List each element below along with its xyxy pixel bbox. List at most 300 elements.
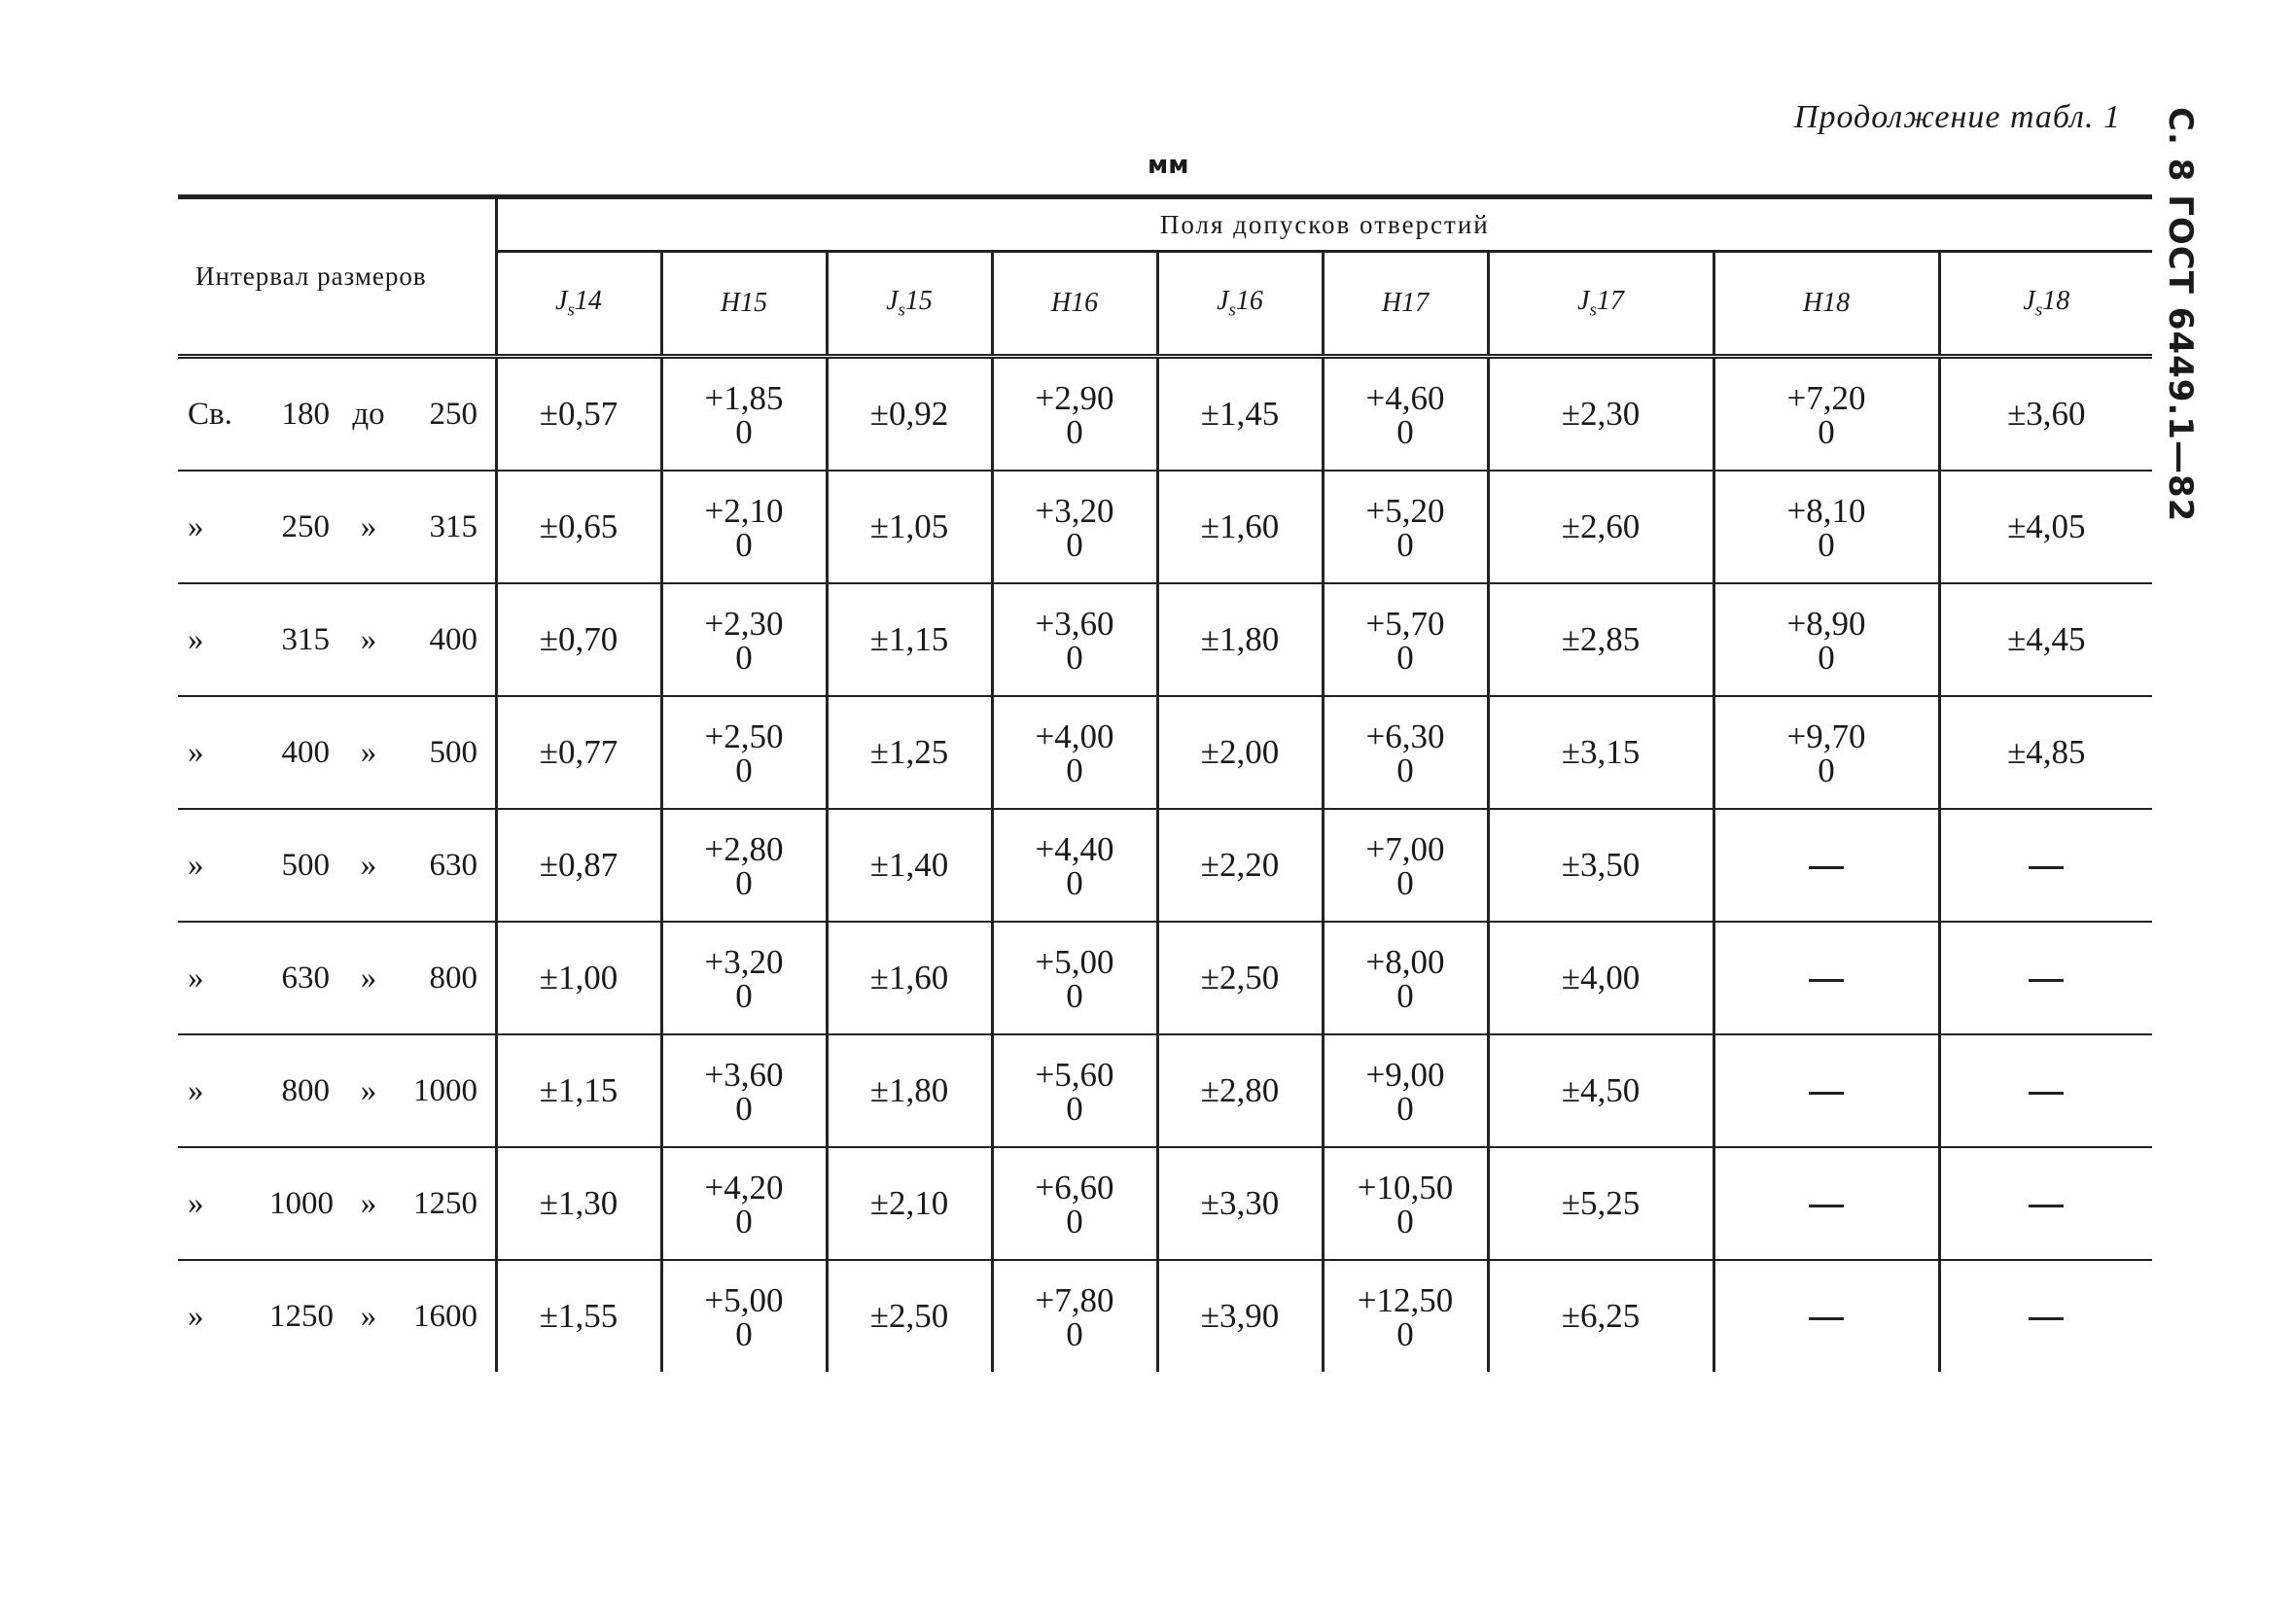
tolerance-cell (1939, 1260, 2152, 1372)
upper-deviation: +6,30 (1365, 717, 1445, 755)
symmetric-deviation: ±0,92 (869, 395, 949, 433)
lower-deviation: 0 (735, 864, 753, 902)
upper-deviation: +5,00 (1035, 943, 1114, 981)
tolerance-cell (827, 471, 992, 583)
symmetric-deviation: ±1,25 (869, 733, 949, 771)
upper-deviation: +3,20 (704, 943, 784, 981)
symmetric-deviation: ±2,50 (869, 1297, 949, 1335)
table-body (178, 357, 2152, 1373)
upper-deviation: +1,85 (704, 379, 784, 417)
tolerance-cell (1488, 922, 1713, 1034)
interval-prefix: » (188, 1185, 204, 1221)
lower-deviation: 0 (1396, 639, 1414, 677)
column-subscript: s (898, 299, 905, 321)
tolerance-cell (1488, 696, 1713, 809)
tolerance-cell (1713, 357, 1939, 472)
column-header (661, 252, 827, 357)
interval-prefix: » (188, 1072, 204, 1108)
empty-dash (2029, 1317, 2064, 1320)
deviation-stack (705, 1058, 784, 1126)
tolerance-cell (496, 1147, 661, 1260)
tolerance-cell (992, 1260, 1157, 1372)
upper-deviation: +4,00 (1035, 717, 1114, 755)
deviation-stack (1036, 381, 1114, 449)
interval-separator: » (360, 621, 377, 657)
tolerance-cell (496, 696, 661, 809)
tolerance-cell (1488, 809, 1713, 922)
deviation-stack (1366, 1058, 1445, 1126)
tolerance-cell (661, 922, 827, 1034)
lower-deviation: 0 (1066, 1203, 1083, 1241)
tolerance-cell (1713, 922, 1939, 1034)
deviation-stack (1366, 832, 1445, 900)
tolerance-cell (1939, 922, 2152, 1034)
tolerance-cell (496, 1034, 661, 1147)
interval-from: 1000 (269, 1185, 334, 1221)
symmetric-deviation: ±3,60 (2007, 395, 2086, 433)
interval-to: 800 (429, 960, 477, 996)
deviation-stack (705, 1171, 784, 1239)
interval-cell (178, 583, 496, 696)
tolerance-cell (1488, 1147, 1713, 1260)
page-side-label: С. 8 ГОСТ 6449.1—82 (2161, 107, 2200, 523)
column-number: 17 (1401, 288, 1430, 318)
column-number: 14 (574, 285, 602, 316)
symmetric-deviation: ±1,60 (869, 959, 949, 996)
tolerance-cell (827, 1260, 992, 1372)
column-letter: J (555, 285, 568, 316)
tolerance-cell (1488, 583, 1713, 696)
tolerance-cell (1157, 696, 1323, 809)
tolerance-cell (827, 583, 992, 696)
symmetric-deviation: ±1,15 (869, 620, 949, 658)
lower-deviation: 0 (1396, 1315, 1414, 1353)
tolerance-cell (992, 922, 1157, 1034)
deviation-stack (705, 832, 784, 900)
symmetric-deviation: ±2,00 (1200, 733, 1280, 771)
tolerance-cell (661, 1034, 827, 1147)
empty-dash (2029, 866, 2064, 869)
deviation-stack (705, 1283, 784, 1351)
table-row (178, 1260, 2152, 1372)
tolerance-cell (496, 471, 661, 583)
tolerance-cell (496, 583, 661, 696)
lower-deviation: 0 (1396, 752, 1414, 789)
upper-deviation: +12,50 (1357, 1281, 1454, 1319)
table-row (178, 471, 2152, 583)
symmetric-deviation: ±3,15 (1561, 733, 1641, 771)
symmetric-deviation: ±2,85 (1561, 620, 1641, 658)
column-header (1157, 252, 1323, 357)
column-subscript: s (1228, 299, 1236, 321)
interval-prefix: » (188, 621, 204, 657)
interval-from: 800 (281, 1072, 330, 1108)
interval-to: 500 (429, 734, 477, 770)
column-number: 15 (904, 285, 933, 316)
symmetric-deviation: ±5,25 (1561, 1184, 1641, 1222)
interval-separator: » (360, 1298, 377, 1334)
tolerance-cell (661, 583, 827, 696)
deviation-stack (1036, 1283, 1114, 1351)
column-letter: H (1050, 288, 1072, 318)
tolerance-cell (1323, 809, 1488, 922)
lower-deviation: 0 (1818, 752, 1835, 789)
tolerance-cell (496, 357, 661, 472)
tolerance-cell (1713, 1147, 1939, 1260)
interval-to: 1600 (413, 1298, 477, 1334)
column-subscript: s (567, 299, 575, 321)
upper-deviation: +5,00 (704, 1281, 784, 1319)
symmetric-deviation: ±3,30 (1200, 1184, 1280, 1222)
table-row (178, 696, 2152, 809)
deviation-stack (1358, 1171, 1454, 1239)
upper-deviation: +4,20 (704, 1169, 784, 1206)
continuation-label: Продолжение табл. 1 (1793, 99, 2121, 135)
symmetric-deviation: ±4,50 (1561, 1071, 1641, 1109)
lower-deviation: 0 (1066, 1315, 1083, 1353)
interval-separator: » (360, 1185, 377, 1221)
deviation-stack (1036, 832, 1114, 900)
column-letter: J (2023, 285, 2035, 316)
tolerance-cell (1713, 583, 1939, 696)
interval-separator: » (360, 1072, 377, 1108)
interval-cell (178, 696, 496, 809)
interval-from: 250 (281, 508, 330, 544)
interval-to: 630 (429, 847, 477, 883)
lower-deviation: 0 (1066, 864, 1083, 902)
upper-deviation: +2,10 (704, 492, 784, 530)
symmetric-deviation: ±2,30 (1561, 395, 1641, 433)
empty-dash (1809, 1092, 1844, 1095)
deviation-stack (1366, 381, 1445, 449)
tolerance-cell (1488, 1260, 1713, 1372)
tolerance-cell (992, 1034, 1157, 1147)
column-number: 17 (1596, 285, 1624, 316)
interval-to: 400 (429, 621, 477, 657)
lower-deviation: 0 (1396, 413, 1414, 451)
upper-deviation: +2,90 (1035, 379, 1114, 417)
symmetric-deviation: ±1,40 (869, 846, 949, 884)
lower-deviation: 0 (1396, 977, 1414, 1015)
table-row (178, 357, 2152, 472)
interval-from: 1250 (269, 1298, 334, 1334)
tolerance-cell (1939, 696, 2152, 809)
symmetric-deviation: ±0,77 (539, 733, 618, 771)
interval-separator: » (360, 847, 377, 883)
column-letter: J (1217, 285, 1229, 316)
upper-deviation: +5,20 (1365, 492, 1445, 530)
upper-deviation: +7,20 (1786, 379, 1866, 417)
deviation-stack (1036, 1058, 1114, 1126)
interval-cell (178, 1147, 496, 1260)
tolerance-cell (1323, 471, 1488, 583)
tolerance-cell (1323, 1260, 1488, 1372)
interval-separator: » (360, 734, 377, 770)
table-row (178, 922, 2152, 1034)
lower-deviation: 0 (1818, 413, 1835, 451)
upper-deviation: +6,60 (1035, 1169, 1114, 1206)
interval-cell (178, 922, 496, 1034)
upper-deviation: +9,70 (1786, 717, 1866, 755)
upper-deviation: +4,40 (1035, 830, 1114, 868)
upper-deviation: +8,00 (1365, 943, 1445, 981)
empty-dash (1809, 979, 1844, 982)
empty-dash (2029, 1205, 2064, 1207)
symmetric-deviation: ±1,55 (539, 1297, 618, 1335)
tolerance-cell (1713, 1260, 1939, 1372)
interval-separator: » (360, 508, 377, 544)
interval-from: 315 (281, 621, 330, 657)
tolerance-cell (661, 471, 827, 583)
tolerance-cell (992, 583, 1157, 696)
tolerance-cell (1488, 471, 1713, 583)
tolerance-cell (992, 696, 1157, 809)
lower-deviation: 0 (1066, 977, 1083, 1015)
upper-deviation: +3,20 (1035, 492, 1114, 530)
tolerance-cell (1488, 1034, 1713, 1147)
deviation-stack (1036, 494, 1114, 562)
table-row (178, 583, 2152, 696)
lower-deviation: 0 (735, 526, 753, 564)
interval-separator: » (360, 960, 377, 996)
tolerance-cell (1713, 471, 1939, 583)
interval-cell (178, 1260, 496, 1372)
empty-dash (2029, 979, 2064, 982)
tolerance-cell (827, 922, 992, 1034)
deviation-stack (1036, 607, 1114, 675)
deviation-stack (1036, 719, 1114, 787)
deviation-stack (1366, 494, 1445, 562)
interval-from: 400 (281, 734, 330, 770)
symmetric-deviation: ±3,90 (1200, 1297, 1280, 1335)
upper-deviation: +7,80 (1035, 1281, 1114, 1319)
symmetric-deviation: ±1,80 (869, 1071, 949, 1109)
tolerance-cell (827, 1147, 992, 1260)
column-letter: H (1802, 288, 1823, 318)
column-number: 16 (1071, 288, 1099, 318)
tolerance-cell (1157, 809, 1323, 922)
lower-deviation: 0 (1818, 639, 1835, 677)
column-header (1713, 252, 1939, 357)
interval-from: 180 (281, 396, 330, 432)
column-header (992, 252, 1157, 357)
tolerance-cell (1157, 1034, 1323, 1147)
lower-deviation: 0 (1396, 864, 1414, 902)
tolerance-cell (661, 1260, 827, 1372)
upper-deviation: +10,50 (1357, 1169, 1454, 1206)
tolerance-cell (1939, 583, 2152, 696)
interval-to: 1250 (413, 1185, 477, 1221)
tolerance-cell (1323, 583, 1488, 696)
tolerance-cell (1713, 1034, 1939, 1147)
column-letter: H (720, 288, 741, 318)
lower-deviation: 0 (735, 977, 753, 1015)
table-row (178, 1034, 2152, 1147)
tolerance-cell (1939, 809, 2152, 922)
symmetric-deviation: ±4,00 (1561, 959, 1641, 996)
deviation-stack (1036, 1171, 1114, 1239)
deviation-stack (1787, 494, 1866, 562)
upper-deviation: +7,00 (1365, 830, 1445, 868)
interval-separator: до (352, 396, 385, 432)
lower-deviation: 0 (735, 752, 753, 789)
symmetric-deviation: ±6,25 (1561, 1297, 1641, 1335)
table-row (178, 1147, 2152, 1260)
symmetric-deviation: ±3,50 (1561, 846, 1641, 884)
column-header (496, 252, 661, 357)
interval-prefix: » (188, 734, 204, 770)
tolerance-cell (1157, 922, 1323, 1034)
tolerance-cell (661, 1147, 827, 1260)
interval-to: 1000 (413, 1072, 477, 1108)
tolerance-cell (1323, 922, 1488, 1034)
lower-deviation: 0 (1066, 752, 1083, 789)
tolerance-cell (992, 809, 1157, 922)
interval-cell (178, 357, 496, 472)
upper-deviation: +5,70 (1365, 605, 1445, 643)
tolerance-cell (1939, 357, 2152, 472)
symmetric-deviation: ±1,45 (1200, 395, 1280, 433)
deviation-stack (1358, 1283, 1454, 1351)
symmetric-deviation: ±1,00 (539, 959, 618, 996)
interval-cell (178, 1034, 496, 1147)
tolerance-cell (992, 1147, 1157, 1260)
upper-deviation: +9,00 (1365, 1056, 1445, 1094)
tolerance-cell (1157, 1147, 1323, 1260)
empty-dash (1809, 1205, 1844, 1207)
interval-from: 500 (281, 847, 330, 883)
tolerance-cell (1157, 583, 1323, 696)
deviation-stack (1366, 607, 1445, 675)
lower-deviation: 0 (1066, 639, 1083, 677)
symmetric-deviation: ±2,10 (869, 1184, 949, 1222)
lower-deviation: 0 (735, 413, 753, 451)
tolerance-cell (496, 809, 661, 922)
table-header (178, 197, 2152, 357)
lower-deviation: 0 (1396, 526, 1414, 564)
deviation-stack (1787, 719, 1866, 787)
lower-deviation: 0 (735, 1315, 753, 1353)
column-subscript: s (1589, 299, 1597, 321)
upper-deviation: +3,60 (1035, 605, 1114, 643)
lower-deviation: 0 (735, 1090, 753, 1128)
tolerance-cell (661, 809, 827, 922)
tolerance-table (178, 194, 2152, 1372)
symmetric-deviation: ±0,70 (539, 620, 618, 658)
interval-prefix: » (188, 847, 204, 883)
upper-deviation: +2,80 (704, 830, 784, 868)
empty-dash (1809, 1317, 1844, 1320)
lower-deviation: 0 (1066, 413, 1083, 451)
column-letter: J (1577, 285, 1590, 316)
interval-prefix: » (188, 960, 204, 996)
deviation-stack (705, 719, 784, 787)
empty-dash (1809, 866, 1844, 869)
symmetric-deviation: ±4,45 (2007, 620, 2086, 658)
column-number: 18 (2042, 285, 2070, 316)
lower-deviation: 0 (1066, 1090, 1083, 1128)
column-header (827, 252, 992, 357)
symmetric-deviation: ±1,80 (1200, 620, 1280, 658)
tolerance-cell (1323, 357, 1488, 472)
tolerance-cell (1323, 696, 1488, 809)
upper-deviation: +2,50 (704, 717, 784, 755)
deviation-stack (1036, 945, 1114, 1013)
tolerance-cell (661, 357, 827, 472)
upper-deviation: +8,90 (1786, 605, 1866, 643)
column-letter: H (1381, 288, 1402, 318)
interval-header: Интервал размеров (178, 197, 496, 357)
tolerance-cell (827, 1034, 992, 1147)
symmetric-deviation: ±0,57 (539, 395, 618, 433)
tolerance-cell (1157, 1260, 1323, 1372)
deviation-stack (1366, 945, 1445, 1013)
tolerance-cell (1323, 1147, 1488, 1260)
upper-deviation: +2,30 (704, 605, 784, 643)
deviation-stack (705, 494, 784, 562)
symmetric-deviation: ±1,60 (1200, 507, 1280, 545)
symmetric-deviation: ±2,60 (1561, 507, 1641, 545)
interval-cell (178, 471, 496, 583)
tolerance-cell (827, 809, 992, 922)
column-number: 16 (1235, 285, 1263, 316)
column-letter: J (886, 285, 899, 316)
upper-deviation: +3,60 (704, 1056, 784, 1094)
tolerance-cell (992, 471, 1157, 583)
column-subscript: s (2034, 299, 2043, 321)
tolerance-cell (1939, 471, 2152, 583)
deviation-stack (1787, 607, 1866, 675)
interval-prefix: » (188, 508, 204, 544)
symmetric-deviation: ±1,30 (539, 1184, 618, 1222)
symmetric-deviation: ±0,87 (539, 846, 618, 884)
column-header (1488, 252, 1713, 357)
symmetric-deviation: ±4,85 (2007, 733, 2086, 771)
deviation-stack (705, 945, 784, 1013)
tolerance-cell (1713, 696, 1939, 809)
interval-cell (178, 809, 496, 922)
deviation-stack (1366, 719, 1445, 787)
tolerance-cell (1939, 1147, 2152, 1260)
symmetric-deviation: ±2,80 (1200, 1071, 1280, 1109)
lower-deviation: 0 (1066, 526, 1083, 564)
group-header: Поля допусков отверстий (496, 197, 2152, 252)
symmetric-deviation: ±1,15 (539, 1071, 618, 1109)
column-header (1323, 252, 1488, 357)
interval-to: 250 (429, 396, 477, 432)
symmetric-deviation: ±4,05 (2007, 507, 2086, 545)
deviation-stack (705, 381, 784, 449)
deviation-stack (705, 607, 784, 675)
tolerance-cell (496, 922, 661, 1034)
symmetric-deviation: ±2,50 (1200, 959, 1280, 996)
tolerance-cell (827, 696, 992, 809)
unit-label: мм (1148, 151, 1189, 180)
lower-deviation: 0 (1818, 526, 1835, 564)
interval-prefix: Св. (188, 396, 232, 432)
column-number: 15 (740, 288, 768, 318)
tolerance-cell (1939, 1034, 2152, 1147)
column-header (1939, 252, 2152, 357)
tolerance-cell (1157, 357, 1323, 472)
table-row (178, 809, 2152, 922)
lower-deviation: 0 (1396, 1090, 1414, 1128)
upper-deviation: +4,60 (1365, 379, 1445, 417)
symmetric-deviation: ±0,65 (539, 507, 618, 545)
column-number: 18 (1822, 288, 1851, 318)
lower-deviation: 0 (735, 639, 753, 677)
symmetric-deviation: ±2,20 (1200, 846, 1280, 884)
